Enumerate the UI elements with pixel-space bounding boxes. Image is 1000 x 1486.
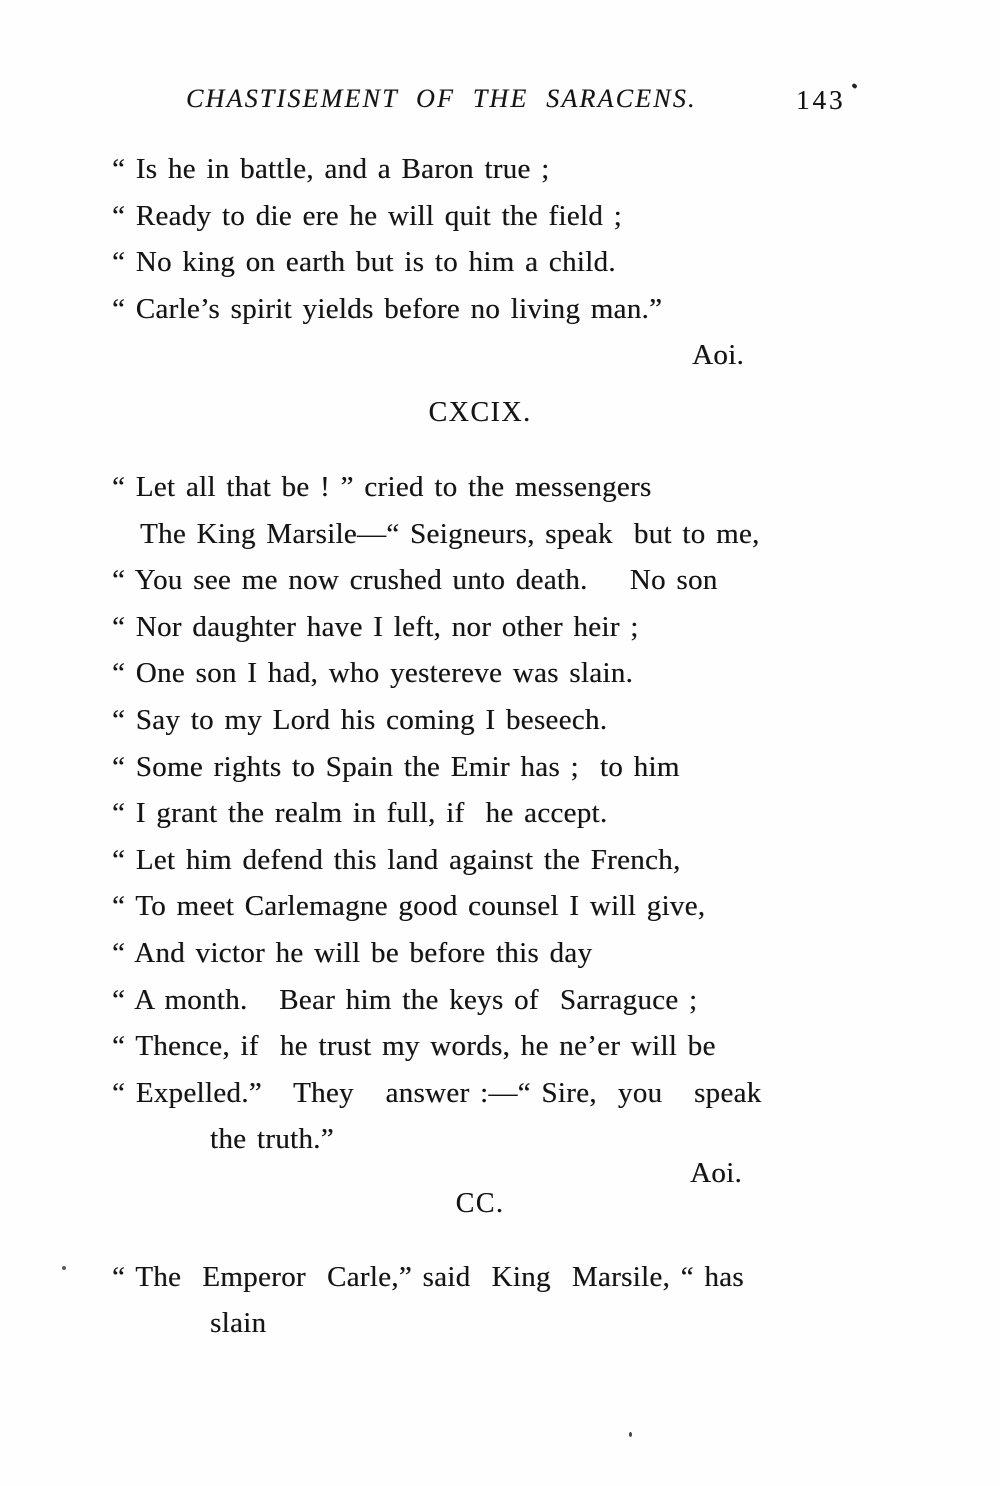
scan-speck bbox=[62, 1266, 66, 1270]
aoi-marker: Aoi. bbox=[690, 1156, 742, 1189]
poem-line: “ Say to my Lord his coming I beseech. bbox=[112, 703, 608, 736]
page-header bbox=[0, 84, 1000, 120]
poem-line: “ I grant the realm in full, if he accept. bbox=[112, 797, 608, 830]
poem-line: “ A month. Bear him the keys of Sarraguce ; bbox=[112, 983, 698, 1016]
poem-line: “ Let him defend this land against the French, bbox=[112, 843, 681, 876]
poem-line: “ And victor he will be before this day bbox=[112, 936, 593, 969]
scan-speck bbox=[629, 1432, 632, 1437]
section-heading: CXCIX. bbox=[428, 396, 532, 428]
poem-line: “ Ready to die ere he will quit the field ; bbox=[112, 199, 622, 232]
poem-line-continuation: the truth.” bbox=[210, 1123, 334, 1156]
poem-line: “ Expelled.” They answer :—“ Sire, you speak bbox=[112, 1076, 762, 1109]
poem-line: “ Let all that be ! ” cried to the messengers bbox=[112, 470, 652, 503]
poem-line: The King Marsile—“ Seigneurs, speak but to me, bbox=[140, 517, 760, 550]
poem-line: “ Carle’s spirit yields before no living man.” bbox=[112, 292, 663, 325]
aoi-marker: Aoi. bbox=[692, 339, 744, 372]
poem-line: “ No king on earth but is to him a child. bbox=[112, 246, 616, 279]
poem-line: “ Nor daughter have I left, nor other heir ; bbox=[112, 610, 639, 643]
poem-line: “ Thence, if he trust my words, he ne’er will be bbox=[112, 1030, 716, 1063]
poem-line: “ The Emperor Carle,” said King Marsile, “ has bbox=[112, 1260, 744, 1293]
page-number: 143 bbox=[796, 85, 846, 115]
poem-line: “ To meet Carlemagne good counsel I will give, bbox=[112, 890, 706, 923]
running-header-title: CHASTISEMENT OF THE SARACENS. bbox=[186, 84, 697, 113]
poem-line: “ One son I had, who yestereve was slain. bbox=[112, 657, 634, 690]
poem-line: “ Some rights to Spain the Emir has ; to him bbox=[112, 750, 680, 783]
poem-line: “ You see me now crushed unto death. No son bbox=[112, 564, 718, 597]
poem-content bbox=[112, 146, 848, 1347]
poem-line-continuation: slain bbox=[210, 1307, 267, 1340]
poem-line: “ Is he in battle, and a Baron true ; bbox=[112, 153, 550, 185]
section-heading: CC. bbox=[455, 1187, 505, 1219]
